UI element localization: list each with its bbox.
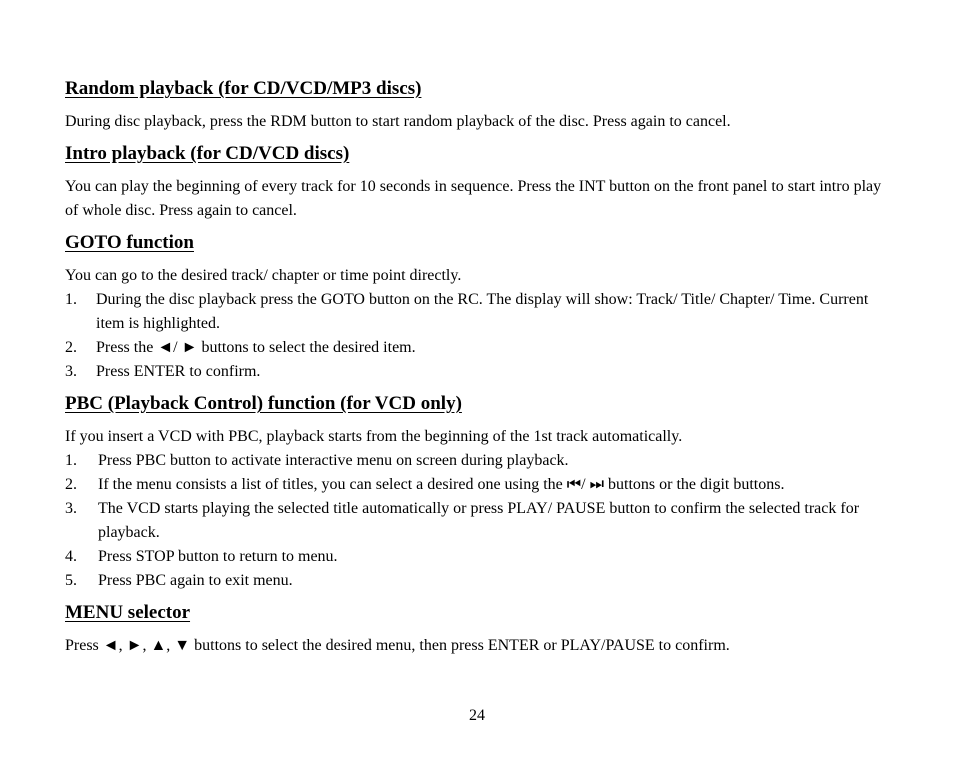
step-number: 5. bbox=[65, 572, 77, 589]
goto-steps-list bbox=[65, 288, 895, 384]
step-text: The VCD starts playing the selected title automatically or press PLAY/ PAUSE button to confirm the selected track for playback. bbox=[98, 500, 860, 541]
random-paragraph: During disc playback, press the RDM button to start random playback of the disc. Press again to cancel. bbox=[65, 113, 731, 130]
section-heading-intro: Intro playback (for CD/VCD discs) bbox=[65, 143, 350, 164]
section-heading-random: Random playback (for CD/VCD/MP3 discs) bbox=[65, 78, 422, 99]
step-text: Press STOP button to return to menu. bbox=[98, 548, 338, 565]
section-heading-goto: GOTO function bbox=[65, 232, 194, 253]
step-number: 1. bbox=[65, 452, 77, 469]
intro-paragraph: You can play the beginning of every track for 10 seconds in sequence. Press the INT button on the front panel to start intro play of whole disc. Press again to cancel. bbox=[65, 178, 882, 219]
section-heading-pbc: PBC (Playback Control) function (for VCD only) bbox=[65, 393, 462, 414]
goto-paragraph: You can go to the desired track/ chapter or time point directly. bbox=[65, 267, 462, 284]
step-number: 1. bbox=[65, 291, 77, 308]
list-item bbox=[65, 288, 895, 336]
step-number: 3. bbox=[65, 500, 77, 517]
step-number: 2. bbox=[65, 339, 77, 356]
step-text: If the menu consists a list of titles, you can select a desired one using the ⏮/ ⏭ buttons or the digit buttons. bbox=[98, 476, 785, 493]
list-item bbox=[65, 545, 895, 569]
page-number: 24 bbox=[469, 707, 485, 724]
section-heading-menu: MENU selector bbox=[65, 602, 191, 623]
list-item bbox=[65, 497, 895, 545]
step-text: Press the ◄/ ► buttons to select the desired item. bbox=[96, 339, 416, 356]
pbc-paragraph: If you insert a VCD with PBC, playback starts from the beginning of the 1st track automatically. bbox=[65, 428, 683, 445]
menu-paragraph: Press ◄, ►, ▲, ▼ buttons to select the desired menu, then press ENTER or PLAY/PAUSE to confirm. bbox=[65, 637, 730, 654]
manual-page bbox=[65, 76, 895, 658]
list-item bbox=[65, 360, 895, 384]
list-item bbox=[65, 449, 895, 473]
step-number: 2. bbox=[65, 476, 77, 493]
step-text: Press PBC button to activate interactive menu on screen during playback. bbox=[98, 452, 569, 469]
step-text: During the disc playback press the GOTO button on the RC. The display will show: Track/ Title/ Chapter/ Time. Current item is highlighted. bbox=[96, 291, 869, 332]
step-number: 4. bbox=[65, 548, 77, 565]
step-number: 3. bbox=[65, 363, 77, 380]
step-text: Press PBC again to exit menu. bbox=[98, 572, 293, 589]
pbc-steps-list bbox=[65, 449, 895, 593]
step-text: Press ENTER to confirm. bbox=[96, 363, 261, 380]
list-item bbox=[65, 569, 895, 593]
list-item bbox=[65, 336, 895, 360]
list-item bbox=[65, 473, 895, 497]
